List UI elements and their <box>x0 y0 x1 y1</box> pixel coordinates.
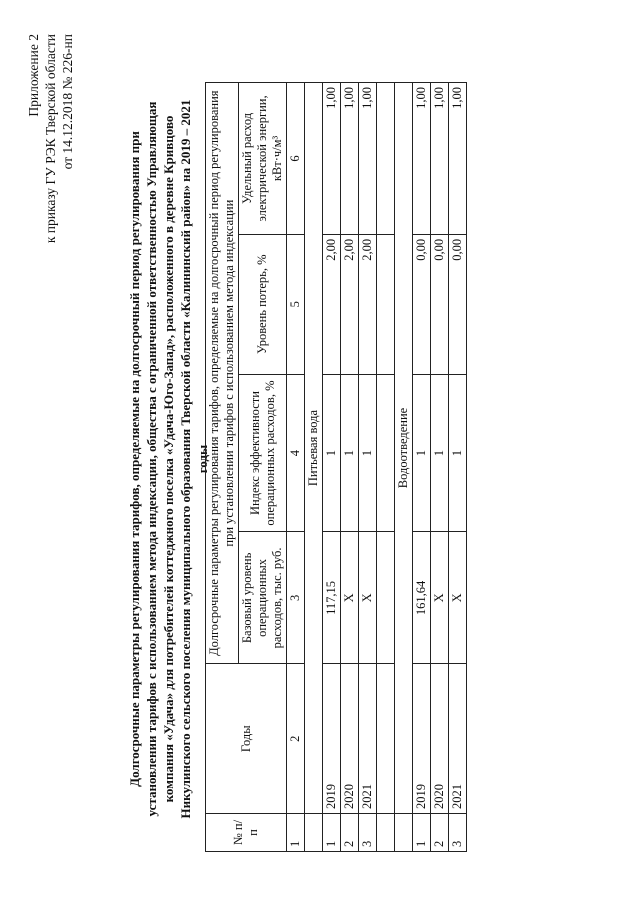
annex-order-date: от 14.12.2018 № 226-нп <box>60 34 75 170</box>
row-year: 2021 <box>359 664 377 814</box>
header-group: Долгосрочные параметры регулирования тарифов, определяемые на долгосрочный период регулирования при установлении тарифов с использованием метода индексации <box>206 83 239 664</box>
header-energy: Удельный расход электрической энергии, кВт·ч/м³ <box>239 83 287 235</box>
column-number: 3 <box>287 532 305 664</box>
row-year: 2020 <box>431 664 449 814</box>
annex-order-ref: к приказу ГУ РЭК Тверской области <box>43 34 58 244</box>
annex-header <box>25 34 76 344</box>
row-base: Х <box>359 532 377 664</box>
section-title: Питьевая вода <box>305 83 323 814</box>
row-year: 2020 <box>341 664 359 814</box>
row-losses: 0,00 <box>431 234 449 374</box>
row-base: Х <box>341 532 359 664</box>
row-year: 2019 <box>413 664 431 814</box>
column-numbers-row <box>287 83 305 852</box>
row-num: 2 <box>341 814 359 852</box>
row-energy: 1,00 <box>341 83 359 235</box>
annex-title: Приложение 2 <box>26 34 41 117</box>
row-index: 1 <box>323 374 341 532</box>
table-row <box>431 83 449 852</box>
row-num: 3 <box>449 814 467 852</box>
header-efficiency-index: Индекс эффективности операционных расходов, % <box>239 374 287 532</box>
table-row <box>413 83 431 852</box>
section-title: Водоотведение <box>395 83 413 814</box>
section-blank <box>305 814 323 852</box>
row-energy: 1,00 <box>323 83 341 235</box>
document-title: Долгосрочные параметры регулирования тарифов, определяемые на долгосрочный период регулирования при установлении тарифов с использованием метода индексации, общества с ограниченной ответственностью Управляющая компания «Удача» для потребителей коттеджного поселка «Удача-Юго-Запад», расположенного в деревне Кривцово Никулинского сельского поселения муниципального образования Тверской области «Калининский район» на 2019 – 2021 годы <box>127 99 210 819</box>
row-energy: 1,00 <box>359 83 377 235</box>
row-losses: 2,00 <box>359 234 377 374</box>
row-losses: 2,00 <box>341 234 359 374</box>
column-number: 1 <box>287 814 305 852</box>
row-num: 3 <box>359 814 377 852</box>
header-years: Годы <box>206 664 287 814</box>
section-row <box>395 83 413 852</box>
row-losses: 0,00 <box>449 234 467 374</box>
column-number: 5 <box>287 234 305 374</box>
row-num: 2 <box>431 814 449 852</box>
row-index: 1 <box>431 374 449 532</box>
row-losses: 2,00 <box>323 234 341 374</box>
row-base: 161,64 <box>413 532 431 664</box>
row-base: Х <box>449 532 467 664</box>
row-index: 1 <box>341 374 359 532</box>
row-energy: 1,00 <box>431 83 449 235</box>
table-row <box>449 83 467 852</box>
table-row <box>323 83 341 852</box>
blank-row <box>377 83 395 852</box>
column-number: 4 <box>287 374 305 532</box>
row-year: 2019 <box>323 664 341 814</box>
row-index: 1 <box>359 374 377 532</box>
row-losses: 0,00 <box>413 234 431 374</box>
row-base: Х <box>431 532 449 664</box>
table-header-row <box>206 83 239 852</box>
section-blank <box>395 814 413 852</box>
row-index: 1 <box>449 374 467 532</box>
header-base-level: Базовый уровень операционных расходов, тыс. руб. <box>239 532 287 664</box>
table-row <box>341 83 359 852</box>
row-num: 1 <box>323 814 341 852</box>
row-energy: 1,00 <box>413 83 431 235</box>
row-energy: 1,00 <box>449 83 467 235</box>
header-losses: Уровень потерь, % <box>239 234 287 374</box>
column-number: 6 <box>287 83 305 235</box>
section-row <box>305 83 323 852</box>
parameters-table <box>205 82 467 852</box>
row-year: 2021 <box>449 664 467 814</box>
row-index: 1 <box>413 374 431 532</box>
row-base: 117,15 <box>323 532 341 664</box>
header-num: № п/п <box>206 814 287 852</box>
row-num: 1 <box>413 814 431 852</box>
column-number: 2 <box>287 664 305 814</box>
table-row <box>359 83 377 852</box>
